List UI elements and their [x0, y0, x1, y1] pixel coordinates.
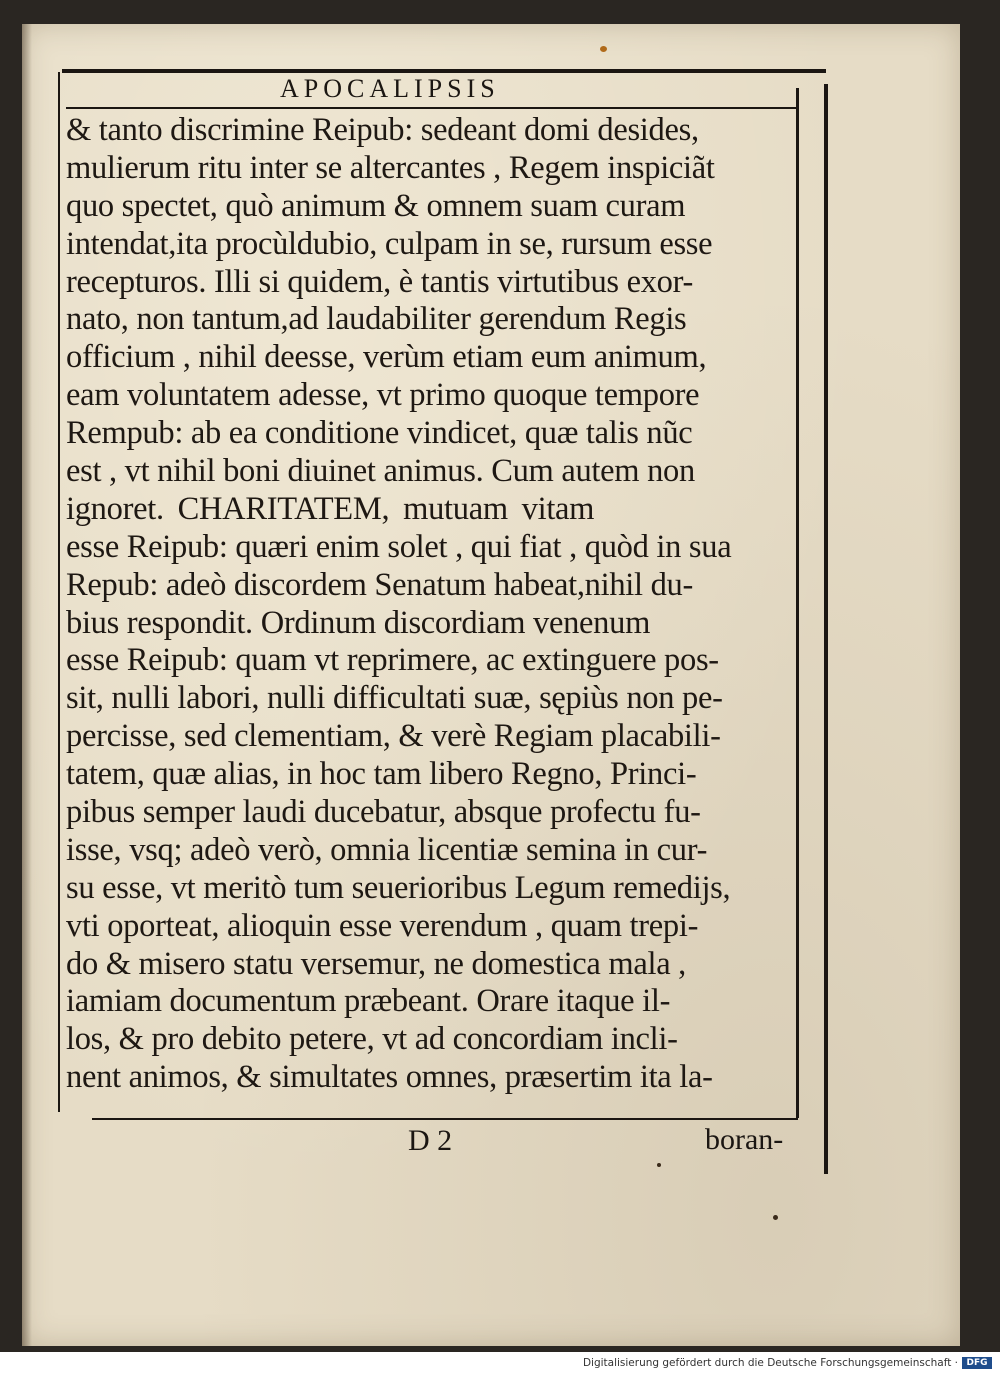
ink-speck — [657, 1163, 661, 1167]
text-line: isse, vsq; adeò verò, omnia licentiæ semina in cur- — [66, 831, 708, 868]
text-line: est , vt nihil boni diuinet animus. Cum autem non — [66, 453, 695, 490]
text-line: los, & pro debito petere, vt ad concordiam incli- — [66, 1021, 678, 1058]
text-line: sit, nulli labori, nulli difficultati suæ, sępiùs non pe- — [66, 680, 723, 717]
text-line: ignoret. CHARITATEM, mutuam vitam — [66, 490, 595, 527]
text-line: esse Reipub: quam vt reprimere, ac extinguere pos- — [66, 642, 719, 679]
text-line: percisse, sed clementiam, & verè Regiam placabili- — [66, 718, 721, 755]
text-line: quo spectet, quò animum & omnem suam curam — [66, 187, 686, 224]
text-line: & tanto discrimine Reipub: sedeant domi desides, — [66, 112, 699, 148]
text-line: do & misero statu versemur, ne domestica mala , — [66, 945, 686, 982]
text-line: mulierum ritu inter se altercantes , Regem inspiciãt — [66, 149, 715, 186]
text-line: Rempub: ab ea conditione vindicet, quæ talis nũc — [66, 415, 693, 452]
text-line: esse Reipub: quæri enim solet , qui fiat , quòd in sua — [66, 528, 732, 565]
body-text-block — [66, 112, 796, 1097]
ink-speck — [773, 1215, 778, 1220]
text-line: bius respondit. Ordinum discordiam venenum — [66, 604, 651, 641]
text-line: tatem, quæ alias, in hoc tam libero Regno, Princi- — [66, 756, 697, 793]
right-frame-line — [796, 88, 799, 1118]
catchword: boran- — [705, 1123, 784, 1156]
text-line: intendat,ita procùldubio, culpam in se, rursum esse — [66, 225, 713, 262]
running-head: APOCALIPSIS — [280, 74, 500, 103]
text-line: iamiam documentum præbeant. Orare itaque il- — [66, 983, 671, 1020]
bottom-rule — [92, 1118, 798, 1120]
text-line: recepturos. Illi si quidem, è tantis virtutibus exor- — [66, 263, 693, 300]
outer-right-frame-line — [824, 84, 828, 1174]
text-line: su esse, vt meritò tum seuerioribus Legum remedijs, — [66, 869, 731, 906]
text-line: eam voluntatem adesse, vt primo quoque tempore — [66, 377, 700, 414]
text-line: Repub: adeò discordem Senatum habeat,nihil du- — [66, 566, 694, 603]
dfg-logo-icon: DFG — [962, 1357, 992, 1369]
text-line: pibus semper laudi ducebatur, absque profectu fu- — [66, 794, 701, 831]
page-gutter-shadow — [22, 24, 32, 1346]
signature-mark: D 2 — [408, 1124, 453, 1157]
text-line: officium , nihil deesse, verùm etiam eum animum, — [66, 339, 707, 376]
head-underline — [66, 107, 796, 109]
text-line: vti oporteat, alioquin esse verendum , quam trepi- — [66, 907, 699, 944]
text-line: nato, non tantum,ad laudabiliter gerendum Regis — [66, 301, 687, 338]
left-frame-line — [58, 72, 60, 1112]
text-line: nent animos, & simultates omnes, præsertim ita la- — [66, 1059, 713, 1096]
ink-speck — [600, 46, 607, 52]
digitization-credit: Digitalisierung gefördert durch die Deutsche Forschungsgemeinschaft · — [582, 1357, 958, 1369]
